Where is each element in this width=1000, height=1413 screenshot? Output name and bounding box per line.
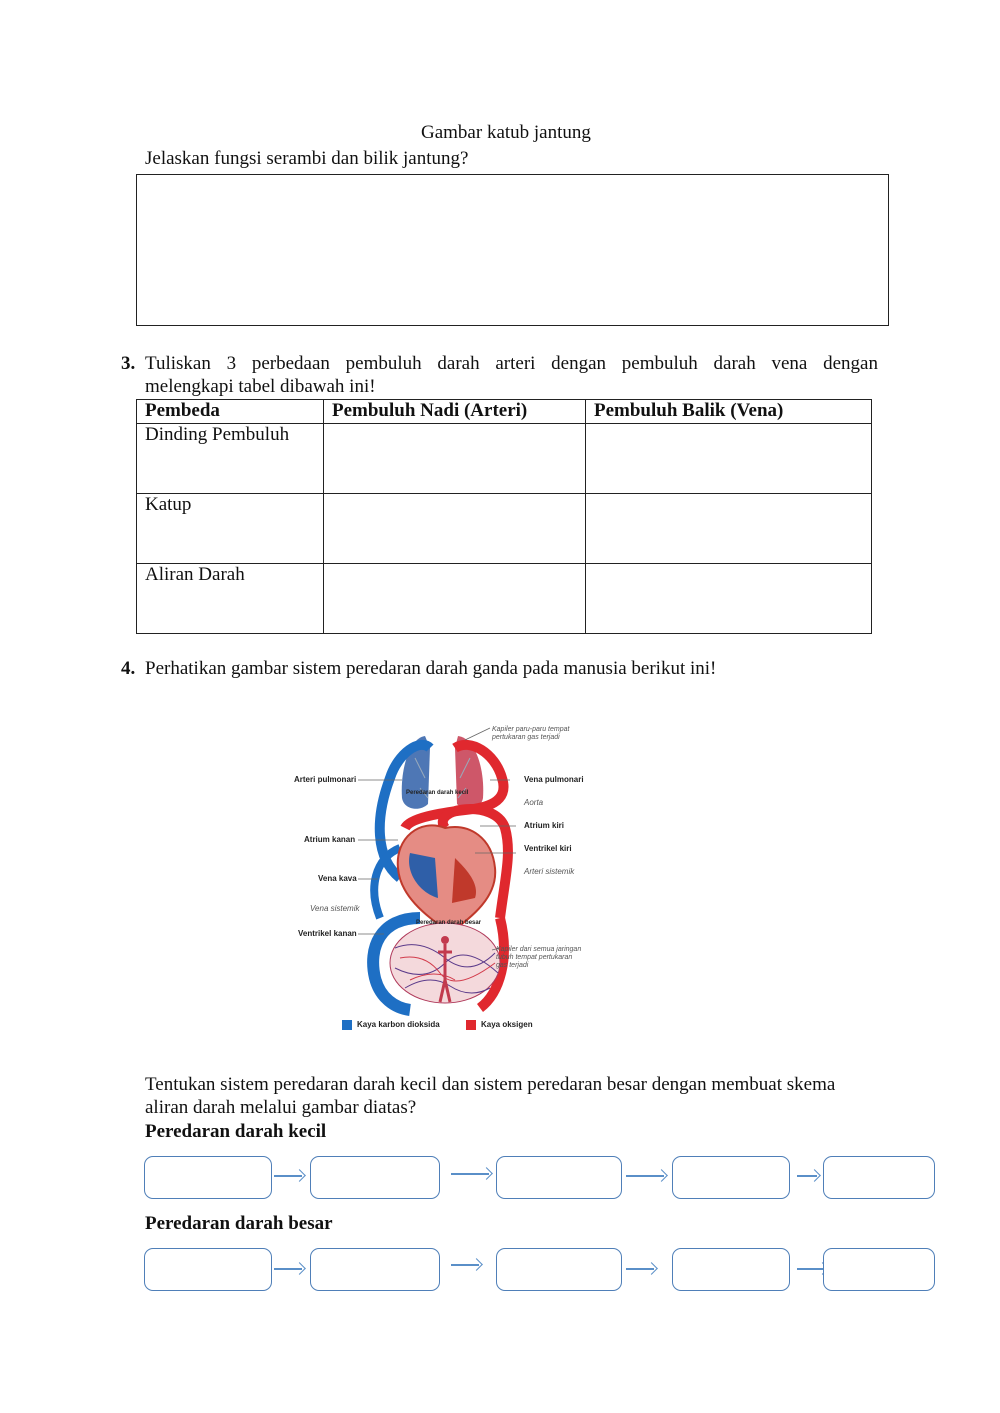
label-vena-pulmonari: Vena pulmonari	[524, 775, 584, 784]
comparison-table	[136, 399, 872, 634]
big-flow-box-2[interactable]	[310, 1248, 440, 1291]
table-row	[137, 424, 872, 494]
question-3-text-line2: melengkapi tabel dibawah ini!	[145, 376, 376, 397]
table-header-row	[137, 400, 872, 424]
small-circulation-title: Peredaran darah kecil	[145, 1121, 327, 1142]
legend-label-o2: Kaya oksigen	[481, 1020, 533, 1029]
label-ventrikel-kiri: Ventrikel kiri	[524, 844, 572, 853]
arrow-right-icon	[451, 1258, 481, 1272]
question-number-4: 4.	[121, 658, 136, 679]
circulation-diagram	[280, 718, 620, 1038]
label-atrium-kanan: Atrium kanan	[304, 835, 356, 844]
answer-cell[interactable]	[324, 564, 586, 634]
row-label: Katup	[137, 494, 324, 564]
table-row	[137, 494, 872, 564]
label-ventrikel-kanan: Ventrikel kanan	[298, 929, 357, 938]
label-vena-sistemik: Vena sistemik	[310, 904, 360, 913]
label-atrium-kiri: Atrium kiri	[524, 821, 565, 830]
small-flow-box-4[interactable]	[672, 1156, 790, 1199]
figure-caption: Gambar katub jantung	[421, 122, 591, 143]
big-flow-box-4[interactable]	[672, 1248, 790, 1291]
note-body-capillaries: Kapiler dari semua jaringan tubuh tempat pertukaran gas terjadi	[496, 946, 582, 969]
table-row	[137, 564, 872, 634]
label-big-circulation: Peredaran darah besar	[416, 920, 482, 926]
legend-label-co2: Kaya karbon dioksida	[357, 1020, 440, 1029]
arrow-right-icon	[274, 1262, 304, 1276]
arrow-right-icon	[797, 1169, 819, 1183]
answer-textbox[interactable]	[136, 174, 889, 326]
header-pembeda: Pembeda	[137, 400, 324, 424]
arrow-right-icon	[451, 1167, 491, 1181]
answer-cell[interactable]	[324, 424, 586, 494]
small-flow-box-3[interactable]	[496, 1156, 622, 1199]
big-flow-box-1[interactable]	[144, 1248, 272, 1291]
label-arteri-sistemik: Arteri sistemik	[524, 867, 575, 876]
arrow-right-icon	[626, 1262, 656, 1276]
answer-cell[interactable]	[586, 564, 872, 634]
header-arteri: Pembuluh Nadi (Arteri)	[324, 400, 586, 424]
question-3-text-line1: Tuliskan 3 perbedaan pembuluh darah arteri dengan pembuluh darah vena dengan	[145, 353, 878, 374]
row-label: Aliran Darah	[137, 564, 324, 634]
small-flow-box-1[interactable]	[144, 1156, 272, 1199]
small-flow-box-2[interactable]	[310, 1156, 440, 1199]
note-lung-capillaries: Kapiler paru-paru tempat pertukaran gas terjadi	[492, 726, 570, 741]
label-arteri-pulmonari: Arteri pulmonari	[294, 775, 357, 784]
legend-swatch-o2	[466, 1020, 476, 1030]
label-vena-kava: Vena kava	[318, 874, 357, 883]
answer-cell[interactable]	[586, 494, 872, 564]
big-flow-box-5[interactable]	[823, 1248, 935, 1291]
header-vena: Pembuluh Balik (Vena)	[586, 400, 872, 424]
instruction-line2: aliran darah melalui gambar diatas?	[145, 1097, 417, 1118]
question-4-text: Perhatikan gambar sistem peredaran darah ganda pada manusia berikut ini!	[145, 658, 717, 679]
question-prompt: Jelaskan fungsi serambi dan bilik jantung?	[145, 148, 469, 169]
question-number-3: 3.	[121, 353, 136, 374]
arrow-right-icon	[274, 1169, 304, 1183]
label-aorta: Aorta	[524, 798, 544, 807]
legend-swatch-co2	[342, 1020, 352, 1030]
small-flow-box-5[interactable]	[823, 1156, 935, 1199]
arrow-right-icon	[626, 1169, 666, 1183]
row-label: Dinding Pembuluh	[137, 424, 324, 494]
instruction-line1: Tentukan sistem peredaran darah kecil dan sistem peredaran besar dengan membuat skema	[145, 1074, 836, 1095]
answer-cell[interactable]	[324, 494, 586, 564]
answer-cell[interactable]	[586, 424, 872, 494]
big-flow-box-3[interactable]	[496, 1248, 622, 1291]
big-circulation-title: Peredaran darah besar	[145, 1213, 333, 1234]
label-small-circulation: Peredaran darah kecil	[406, 790, 469, 796]
